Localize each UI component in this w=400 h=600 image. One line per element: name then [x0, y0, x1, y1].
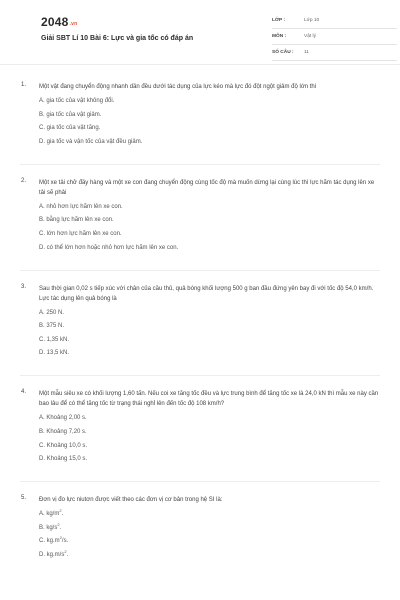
question-number: 2.: [21, 177, 27, 184]
answer-option[interactable]: [39, 429, 380, 436]
site-logo[interactable]: [41, 15, 77, 29]
answer-option-text: C. lớn hơn lực hãm lên xe con.: [39, 230, 122, 237]
answer-option[interactable]: [39, 204, 380, 211]
answer-option-text: D. Khoảng 15,0 s.: [39, 456, 88, 463]
answer-option-exponent: 2: [59, 535, 62, 541]
answer-option-text: A. Khoảng 2,00 s.: [39, 415, 87, 422]
question-divider: [20, 375, 380, 376]
answer-option-text: D. 13,5 kN.: [39, 350, 70, 357]
answer-option[interactable]: [39, 245, 380, 252]
question-text: Sau thời gian 0,02 s tiếp xúc với chân của cầu thủ, quả bóng khối lượng 500 g ban đầu đứng yên bay đi với tốc độ 54,0 km/h. Lực tác dụng lên quả bóng là: [39, 285, 374, 302]
answer-option[interactable]: [39, 125, 380, 132]
answer-option[interactable]: [39, 217, 380, 224]
answer-option[interactable]: [39, 456, 380, 463]
answer-option[interactable]: [39, 337, 380, 344]
meta-key: MÔN :: [272, 34, 287, 39]
question-number: 1.: [21, 82, 27, 88]
answer-option-text: D. gia tốc và vận tốc của vật đều giảm.: [39, 138, 143, 145]
question-number: 3.: [21, 283, 27, 290]
question-number: 4.: [21, 389, 27, 396]
answer-option-text: D. có thể lớn hơn hoặc nhỏ hơn lực hãm lên xe con.: [39, 244, 179, 251]
answer-option-text: C. gia tốc của vật tăng.: [39, 125, 101, 132]
answer-option[interactable]: [39, 521, 380, 532]
answer-options: [39, 508, 380, 559]
answer-option[interactable]: [39, 350, 380, 357]
question-text: Một vật đang chuyển động nhanh dần đều dưới tác dụng của lực kéo mà lực đó đột ngột giảm độ lớn thì: [39, 84, 317, 90]
answer-option[interactable]: [39, 323, 380, 330]
answer-option-text: B. bằng lực hãm lên xe con.: [39, 217, 114, 224]
question-item: [0, 387, 400, 463]
meta-value: 11: [304, 50, 309, 55]
question-text: Đơn vị đo lực niutơn được viết theo các đơn vị cơ bản trong hệ SI là:: [39, 497, 223, 504]
answer-option-text: B. gia tốc của vật giảm.: [39, 111, 102, 118]
answer-option-text: B. Khoảng 7,20 s.: [39, 428, 87, 435]
header-divider: [0, 64, 400, 65]
question-number: 5.: [21, 495, 27, 502]
answer-option-text: C. 1,35 kN.: [39, 336, 70, 343]
answer-options: [39, 98, 380, 146]
question-item: [0, 80, 400, 146]
logo-suffix: .vn: [69, 21, 78, 27]
answer-option-tail: /s.: [61, 538, 69, 545]
answer-option-exponent: 2: [59, 508, 62, 514]
answer-option[interactable]: [39, 443, 380, 450]
meta-row-subject: [272, 32, 397, 45]
answer-option[interactable]: [39, 535, 380, 545]
answer-option-tail: .: [61, 511, 64, 518]
question-divider: [20, 164, 380, 165]
answer-option[interactable]: [39, 508, 380, 518]
meta-panel: [272, 16, 397, 64]
answer-option[interactable]: [39, 548, 380, 559]
answer-option-exponent: 2: [57, 521, 60, 527]
answer-option-text: C. Khoảng 10,0 s.: [39, 442, 88, 449]
answer-option-text: A. 250 N.: [39, 309, 65, 316]
meta-row-class: [272, 16, 397, 29]
answer-option-text: A. kg/m: [39, 511, 60, 518]
answer-option[interactable]: [39, 139, 380, 146]
answer-options: [39, 415, 380, 463]
page-title: Giải SBT Lí 10 Bài 6: Lực và gia tốc có đáp án: [41, 35, 194, 42]
answer-option-text: A. nhỏ hơn lực hãm lên xe con.: [39, 203, 123, 210]
question-list: [0, 80, 400, 577]
question-item: [0, 176, 400, 252]
meta-key: SỐ CÂU :: [272, 50, 294, 55]
answer-option[interactable]: [39, 310, 380, 317]
logo-text: 2048: [41, 15, 69, 29]
meta-row-count: [272, 48, 397, 61]
question-divider: [20, 481, 380, 482]
answer-option-exponent: 2: [64, 548, 67, 554]
question-divider: [20, 270, 380, 271]
header: [20, 0, 380, 62]
question-text: Một xe tải chở đầy hàng và một xe con đang chuyển động cùng tốc độ mà muốn dừng lại cùng lúc thì lực hãm tác dụng lên xe tải sẽ phải: [39, 179, 375, 196]
meta-value: Vật lý: [304, 34, 316, 39]
answer-option[interactable]: [39, 112, 380, 119]
answer-option-text: B. kg/s: [39, 524, 58, 531]
answer-option[interactable]: [39, 231, 380, 238]
question-text: Một mẫu siêu xe có khối lượng 1,60 tấn. Nếu coi xe tăng tốc đều và lực trung bình để tăng tốc xe là 24,0 kN thì mẫu xe này cần bao lâu để có thể tăng tốc từ trạng thái nghỉ lên đến tốc độ 108 km/h?: [39, 391, 379, 408]
answer-option-text: C. kg.m: [39, 538, 60, 545]
answer-option-tail: .: [66, 551, 69, 558]
answer-option-text: A. gia tốc của vật không đổi.: [39, 98, 115, 104]
answer-option-tail: .: [59, 524, 62, 531]
answer-option-text: B. 375 N.: [39, 323, 65, 330]
answer-option-text: D. kg.m/s: [39, 551, 65, 558]
meta-key: LỚP :: [272, 18, 286, 23]
answer-option[interactable]: [39, 98, 380, 105]
answer-options: [39, 310, 380, 358]
answer-option[interactable]: [39, 415, 380, 422]
question-item: [0, 493, 400, 559]
meta-value: Lớp 10: [304, 18, 320, 23]
question-item: [0, 282, 400, 358]
answer-options: [39, 204, 380, 252]
